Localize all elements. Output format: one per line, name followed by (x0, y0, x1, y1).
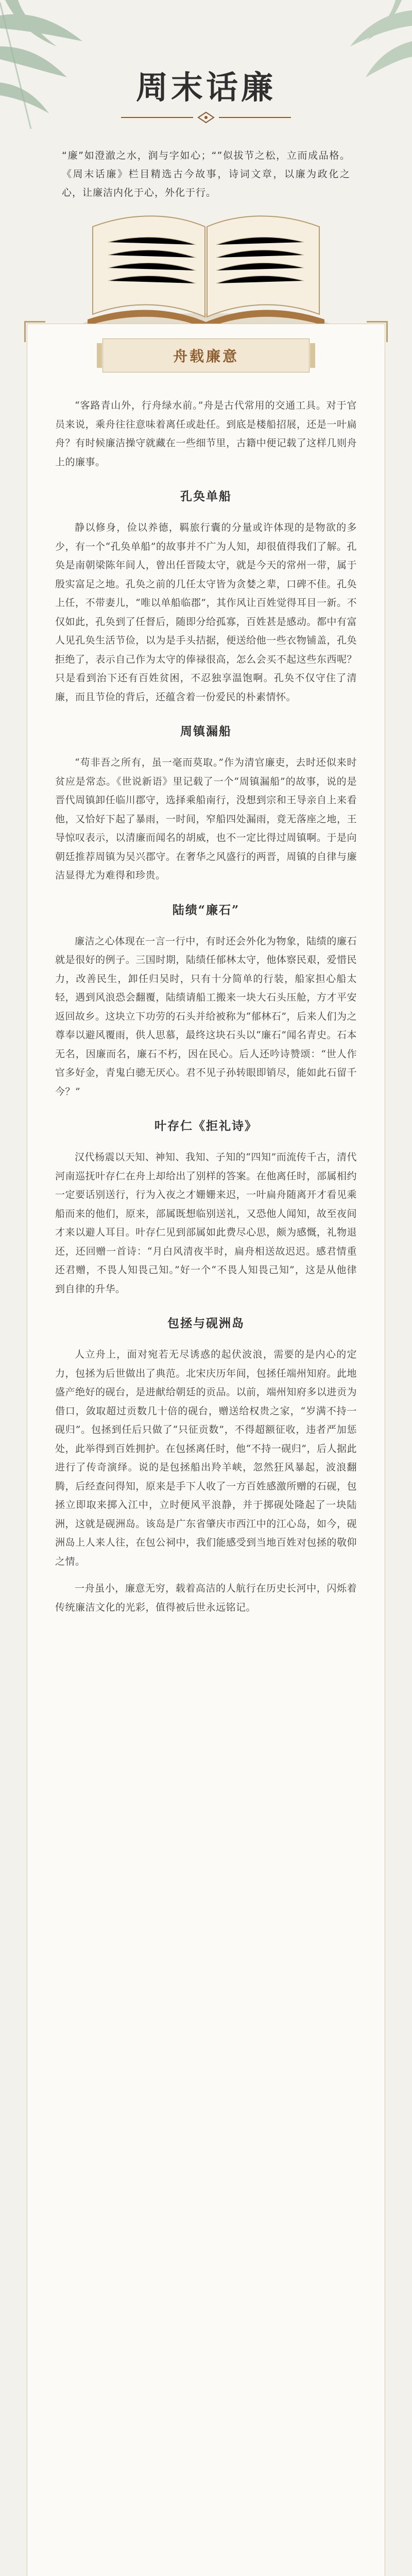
story-paragraph: 廉洁之心体现在一言一行中，有时还会外化为物象，陆绩的廉石就是很好的例子。三国时期，陆绩任郁林太守，他体察民艰，爱惜民力，改善民生，卸任归吴时，只有十分简单的行装，船家担心船太轻，遇到风浪恐会翻覆，陆绩请船工搬来一块大石头压舱，方才平安返回故乡。这块立下功劳的石头并给被称为“郁林石”，后来人们为之尊奉以避风覆雨，供人思慕，最终这块石头以“廉石”闻名青史。石本无名，因廉而名，廉石不朽，因在民心。后人还吟诗赞颂：“世人作官多好金，青鬼白骢无厌心。君不见子孙转眼即销尽，能如此石留千今？” (55, 935, 357, 1097)
frame-corner (24, 321, 45, 342)
title-ornament (121, 111, 291, 124)
opening-paragraph: “客路青山外，行舟绿水前。”舟是古代常用的交通工具。对于官员来说，乘舟往往意味着离任或赴任。到底是楼船招展，还是一叶扁舟？有时候廉洁操守就藏在一些细节里，古籍中便记载了这样几则舟上的廉事。 (55, 400, 357, 468)
story-title: 孔奂单船 (180, 489, 232, 503)
frame-corner (367, 321, 388, 342)
story-title: 包拯与砚洲岛 (167, 1316, 245, 1330)
story-title: 叶存仁《拒礼诗》 (154, 1119, 258, 1133)
page-title: 周末话廉 (135, 69, 276, 106)
story-title: 陆绩“廉石” (172, 903, 240, 917)
story-paragraph: 汉代杨震以天知、神知、我知、子知的“四知”而流传千古，清代河南巡抚叶存仁在舟上却给出了别样的答案。在他离任时，部属相约一定要话别送行，行为入夜之才姗姗来迟，一叶扁舟随离开才看见乘船而来的他们，原来，部属既想临别送礼，又恐他人闻知，故至夜间才来以避人耳目。叶存仁见到部属如此费尽心思，颇为感慨，礼物退还，还回赠一首诗：“月白风清夜半时，扁舟相送故迟迟。感君情重还君赠，不畏人知畏己知。”好一个“不畏人知畏己知”，这是从他律到自律的升华。 (55, 1151, 357, 1295)
story-paragraph: “苟非吾之所有，虽一毫而莫取。”作为清官廉吏，去时还似来时贫应是常态。《世说新语》里记载了一个“周镇漏船”的故事，说的是晋代周镇卸任临川郡守，选择乘船南行，没想到宗和王导亲自上来看他，又恰好下起了暴雨，一时间，窄船四处漏雨，竟无落座之地，王导惊叹表示，以清廉而闻名的胡威，也不一定比得过周镇啊。于是向朝廷推荐周镇为吴兴郡守。在奢华之风盛行的两晋，周镇的自律与廉洁显得尤为难得和珍贵。 (55, 757, 357, 881)
section-banner (102, 338, 310, 372)
closing-paragraph: 一舟虽小，廉意无穷，载着高洁的人航行在历史长河中，闪烁着传统廉洁文化的光彩，值得被后世永远铭记。 (55, 1583, 357, 1613)
page-header (0, 62, 412, 124)
article-body (55, 396, 357, 1625)
story-paragraph: 人立舟上，面对宛若无尽诱惑的起伏波浪，需要的是内心的定力，包拯为后世做出了典范。北宋庆历年间，包拯任端州知府。此地盛产绝好的砚台，是进献给朝廷的贡品。以前，端州知府多以进贡为借口，敛取超过贡数几十倍的砚台，赠送给权贵之家，“岁满不持一砚归”。包拯到任后只做了“只征贡数”，不得超额征收，违者严加惩处，此举得到百姓拥护。在包拯离任时，他“不持一砚归”，后人据此进行了传奇演绎。说的是包拯船出羚羊峡，忽然狂风暴起，波浪翻腾，后经查问得知，原来是手下人收了一方百姓感激所赠的石砚，包拯立即取来掷入江中，立时便风平浪静，并于掷砚处隆起了一块陆洲，这就是砚洲岛。该岛是广东省肇庆市西江中的江心岛，如今，砚洲岛上人来人往，在包公祠中，我们能感受到当地百姓对包拯的敬仰之情。 (55, 1349, 357, 1567)
column-intro: “廉”如澄澈之水，润与字如心；“”似拔节之松，立而成品格。《周末话廉》栏目精选古今故事，诗词文章，以廉为政化之心，让廉洁内化于心，外化于行。 (62, 150, 350, 198)
story-paragraph: 静以修身，俭以养德，羁旅行囊的分量或许体现的是物欲的多少，有一个“孔奂单船”的故事并不广为人知，却很值得我们了解。孔奂是南朝梁陈年间人，曾出任晋陵太守，就是今天的常州一带，属于殷实富足之地。孔奂之前的几任太守皆为贪婪之辈，口碑不佳。孔奂上任，不带妻儿，“唯以单船临郡”，其作风让百姓觉得耳目一新。不仅如此，孔奂到了任督后，随即分给孤寡，百姓甚是感动。都中有富人见孔奂生活节俭，以为是手头拮据，便送给他一些衣物铺盖，孔奂拒绝了，表示自己作为太守的俸禄很高，怎么会买不起这些东西呢？只是看到治下还有百姓贫困，不忍独享温饱啊。孔奂不仅守住了清廉，而且节俭的背后，还蕴含着一份爱民的朴素情怀。 (55, 522, 357, 703)
open-book-illustration (72, 196, 340, 340)
story-title: 周镇漏船 (180, 724, 232, 738)
article-panel (27, 324, 385, 2576)
section-title: 舟载廉意 (173, 348, 239, 365)
